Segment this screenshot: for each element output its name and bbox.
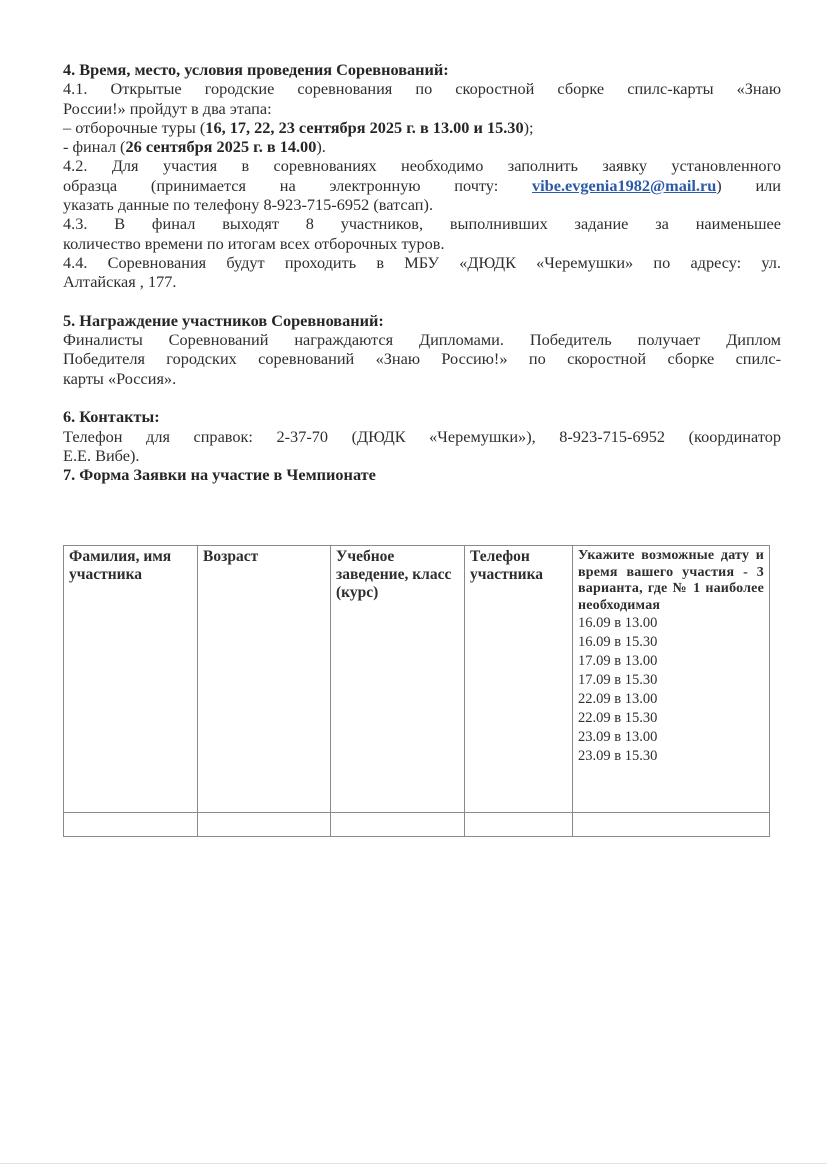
empty-cell-school (331, 813, 465, 837)
section-5-line-1: Финалисты Соревнований награждаются Дипломами. Победитель получает Диплом (63, 330, 781, 350)
empty-cell-name (64, 813, 198, 837)
section-6-line-2: Е.Е. Вибе). (63, 445, 140, 465)
final-suffix: ). (316, 137, 326, 157)
dates-instruction: Укажите возможные дату и время вашего участия - 3 варианта, где № 1 наиболее необходимая (578, 548, 764, 613)
table-row (64, 813, 770, 837)
paragraph-4-2-line-1: 4.2. Для участия в соревнованиях необходимо заполнить заявку установленного (63, 156, 781, 176)
document-page (63, 60, 781, 485)
header-cell-name: Фамилия, имя участника (64, 546, 198, 813)
qualifying-suffix: ); (523, 117, 534, 137)
qualifying-prefix: – отборочные туры ( (63, 117, 206, 137)
date-option: 16.09 в 15.30 (578, 634, 658, 650)
header-cell-school: Учебное заведение, класс (курс) (331, 546, 465, 813)
section-6-line-1: Телефон для справок: 2-37-70 (ДЮДК «Черемушки»), 8-923-715-6952 (координатор (63, 426, 781, 446)
final-line (63, 137, 781, 156)
qualifying-dates: 16, 17, 22, 23 сентября 2025 г. в 13.00 и 15.30 (205, 117, 524, 137)
paragraph-4-4-line-1: 4.4. Соревнования будут проходить в МБУ «ДЮДК «Черемушки» по адресу: ул. (63, 252, 781, 272)
paragraph-4-3-line-2: количество времени по итогам всех отборочных туров. (63, 233, 445, 253)
date-option: 22.09 в 15.30 (578, 710, 658, 726)
section-5-heading: 5. Награждение участников Соревнований: (63, 310, 384, 330)
section-5-line-3: карты «Россия». (63, 368, 177, 388)
paragraph-4-2-line-3: указать данные по телефону 8-923-715-6952 (ватсап). (63, 195, 434, 215)
email-link[interactable]: vibe.evgenia1982@mail.ru (532, 175, 717, 195)
spacer (63, 388, 781, 407)
application-form-table (63, 545, 770, 837)
header-cell-age: Возраст (198, 546, 331, 813)
empty-cell-phone (465, 813, 573, 837)
date-option: 23.09 в 15.30 (578, 748, 658, 764)
header-cell-dates (573, 546, 770, 813)
paragraph-4-4-line-2: Алтайская , 177. (63, 272, 177, 292)
paragraph-4-1-line-2: России!» пройдут в два этапа: (63, 98, 272, 118)
paragraph-4-1-line-1: 4.1. Открытые городские соревнования по скоростной сборке спилс-карты «Знаю (63, 79, 781, 99)
empty-cell-dates (573, 813, 770, 837)
date-option: 17.09 в 13.00 (578, 653, 658, 669)
final-date: 26 сентября 2025 г. в 14.00 (125, 137, 317, 157)
scan-edge-line (0, 1163, 827, 1164)
paragraph-4-2-line-2 (63, 176, 781, 195)
date-option: 17.09 в 15.30 (578, 672, 658, 688)
section-6-heading: 6. Контакты: (63, 407, 160, 427)
header-cell-phone: Телефон участника (465, 546, 573, 813)
section-5-line-2: Победителя городских соревнований «Знаю Россию!» по скоростной сборке спилс- (63, 349, 781, 369)
email-prefix: образца (принимается на электронную почту: (63, 175, 532, 195)
empty-cell-age (198, 813, 331, 837)
paragraph-4-3-line-1: 4.3. В финал выходят 8 участников, выполнивших задание за наименьшее (63, 214, 781, 234)
email-suffix: ) или (716, 175, 782, 195)
date-option: 23.09 в 13.00 (578, 729, 658, 745)
spacer (63, 292, 781, 311)
section-7-heading: 7. Форма Заявки на участие в Чемпионате (63, 465, 376, 485)
section-4-heading: 4. Время, место, условия проведения Соревнований: (63, 60, 449, 79)
date-option: 22.09 в 13.00 (578, 691, 658, 707)
qualifying-rounds-line (63, 118, 781, 137)
date-option: 16.09 в 13.00 (578, 615, 658, 631)
final-prefix: - финал ( (63, 137, 126, 157)
table-header-row (64, 546, 770, 813)
